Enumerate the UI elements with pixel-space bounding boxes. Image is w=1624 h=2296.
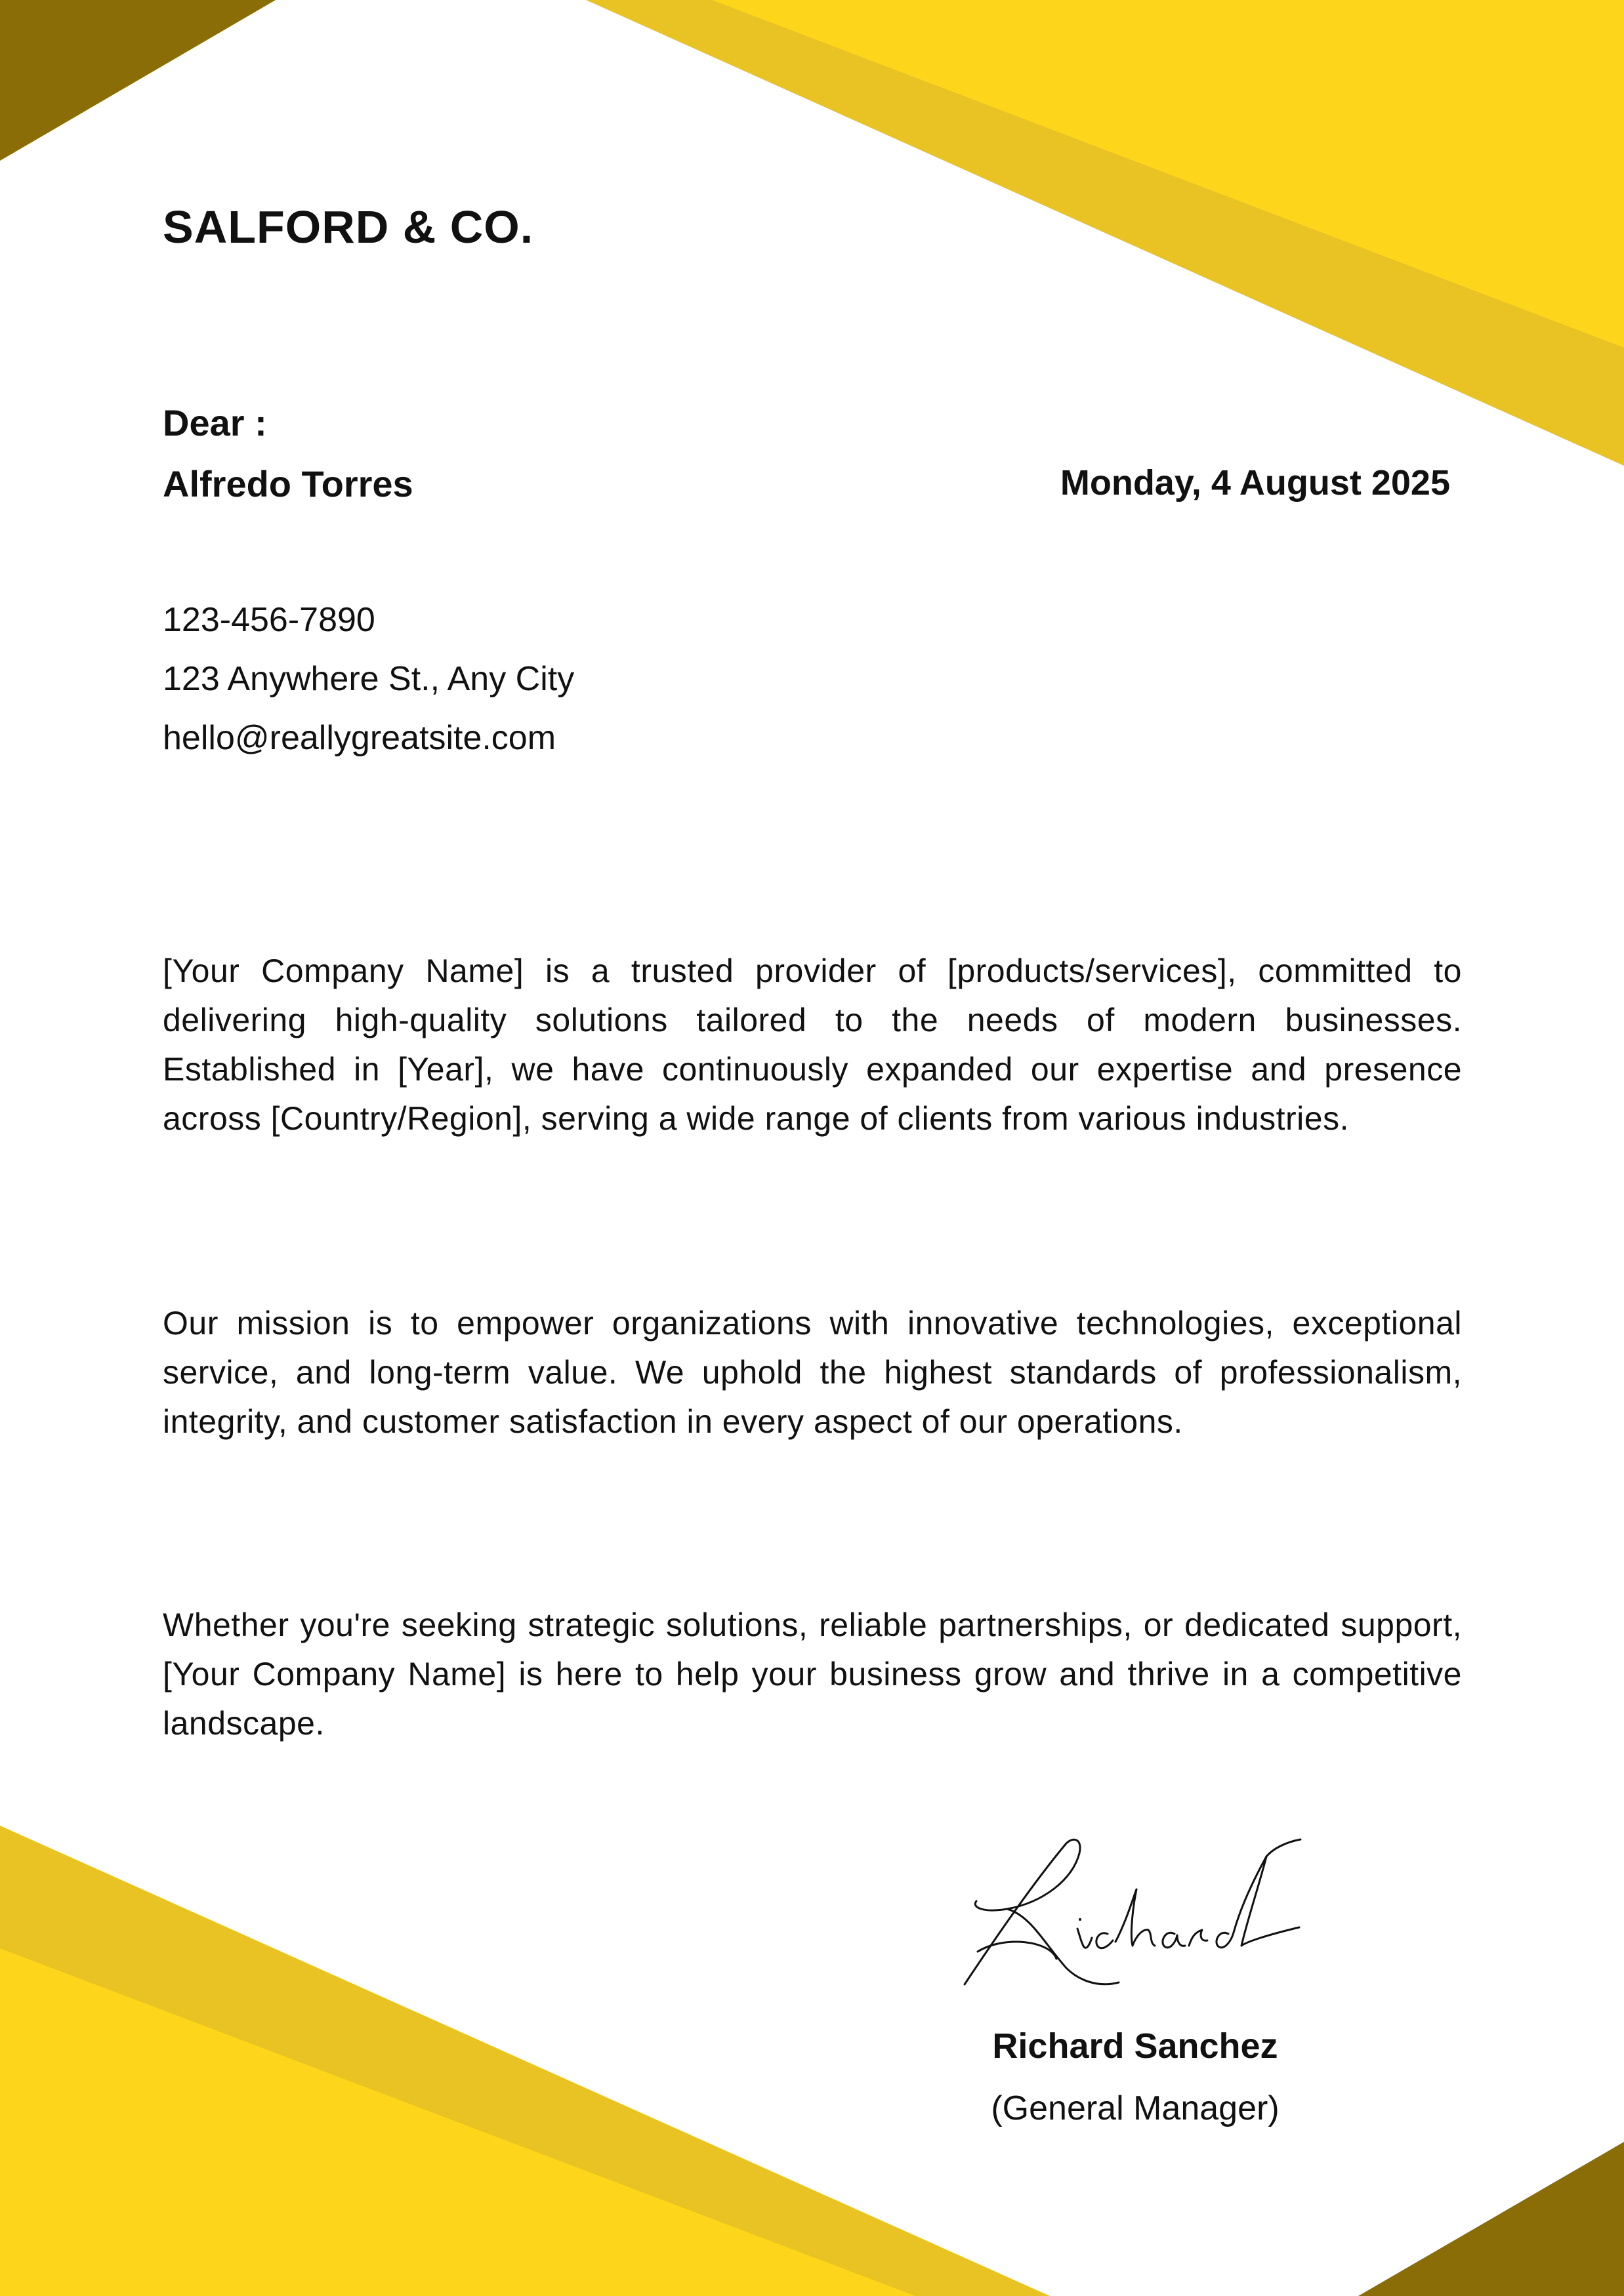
recipient-name: Alfredo Torres xyxy=(163,463,413,504)
salutation: Dear : xyxy=(163,402,267,443)
body-paragraph-2: Our mission is to empower organizations with innovative technologies, exceptional service, and long-term value. We uphold the highest standards of professionalism, integrity, and customer satisfaction in every aspect of our operations. xyxy=(163,1305,1462,1440)
body-paragraph-1: [Your Company Name] is a trusted provider of [products/services], committed to delivering high-quality solutions tailored to the needs of modern businesses. Established in [Year], we have continuously expanded our expertise and presence across [Country/Region], serving a wide range of clients from various industries. xyxy=(163,953,1462,1137)
top-right-yellow-band xyxy=(712,0,1624,348)
handwritten-signature xyxy=(958,1830,1332,1994)
top-left-corner-shape xyxy=(0,0,276,161)
bottom-right-corner-shape xyxy=(1358,2142,1624,2296)
contact-address: 123 Anywhere St., Any City xyxy=(163,660,575,698)
bottom-left-yellow-band xyxy=(0,1948,915,2296)
letter-date: Monday, 4 August 2025 xyxy=(1060,463,1450,502)
contact-block xyxy=(163,590,574,768)
signer-name: Richard Sanchez xyxy=(992,2026,1278,2066)
contact-phone: 123-456-7890 xyxy=(163,601,375,639)
company-name: SALFORD & CO. xyxy=(163,201,534,253)
body-paragraph-3: Whether you're seeking strategic solutions, reliable partnerships, or dedicated support, [Your Company Name] is here to help your business grow and thrive in a competitive landscape. xyxy=(163,1607,1462,1742)
contact-email: hello@reallygreatsite.com xyxy=(163,719,556,757)
signer-title: (General Manager) xyxy=(991,2089,1280,2127)
